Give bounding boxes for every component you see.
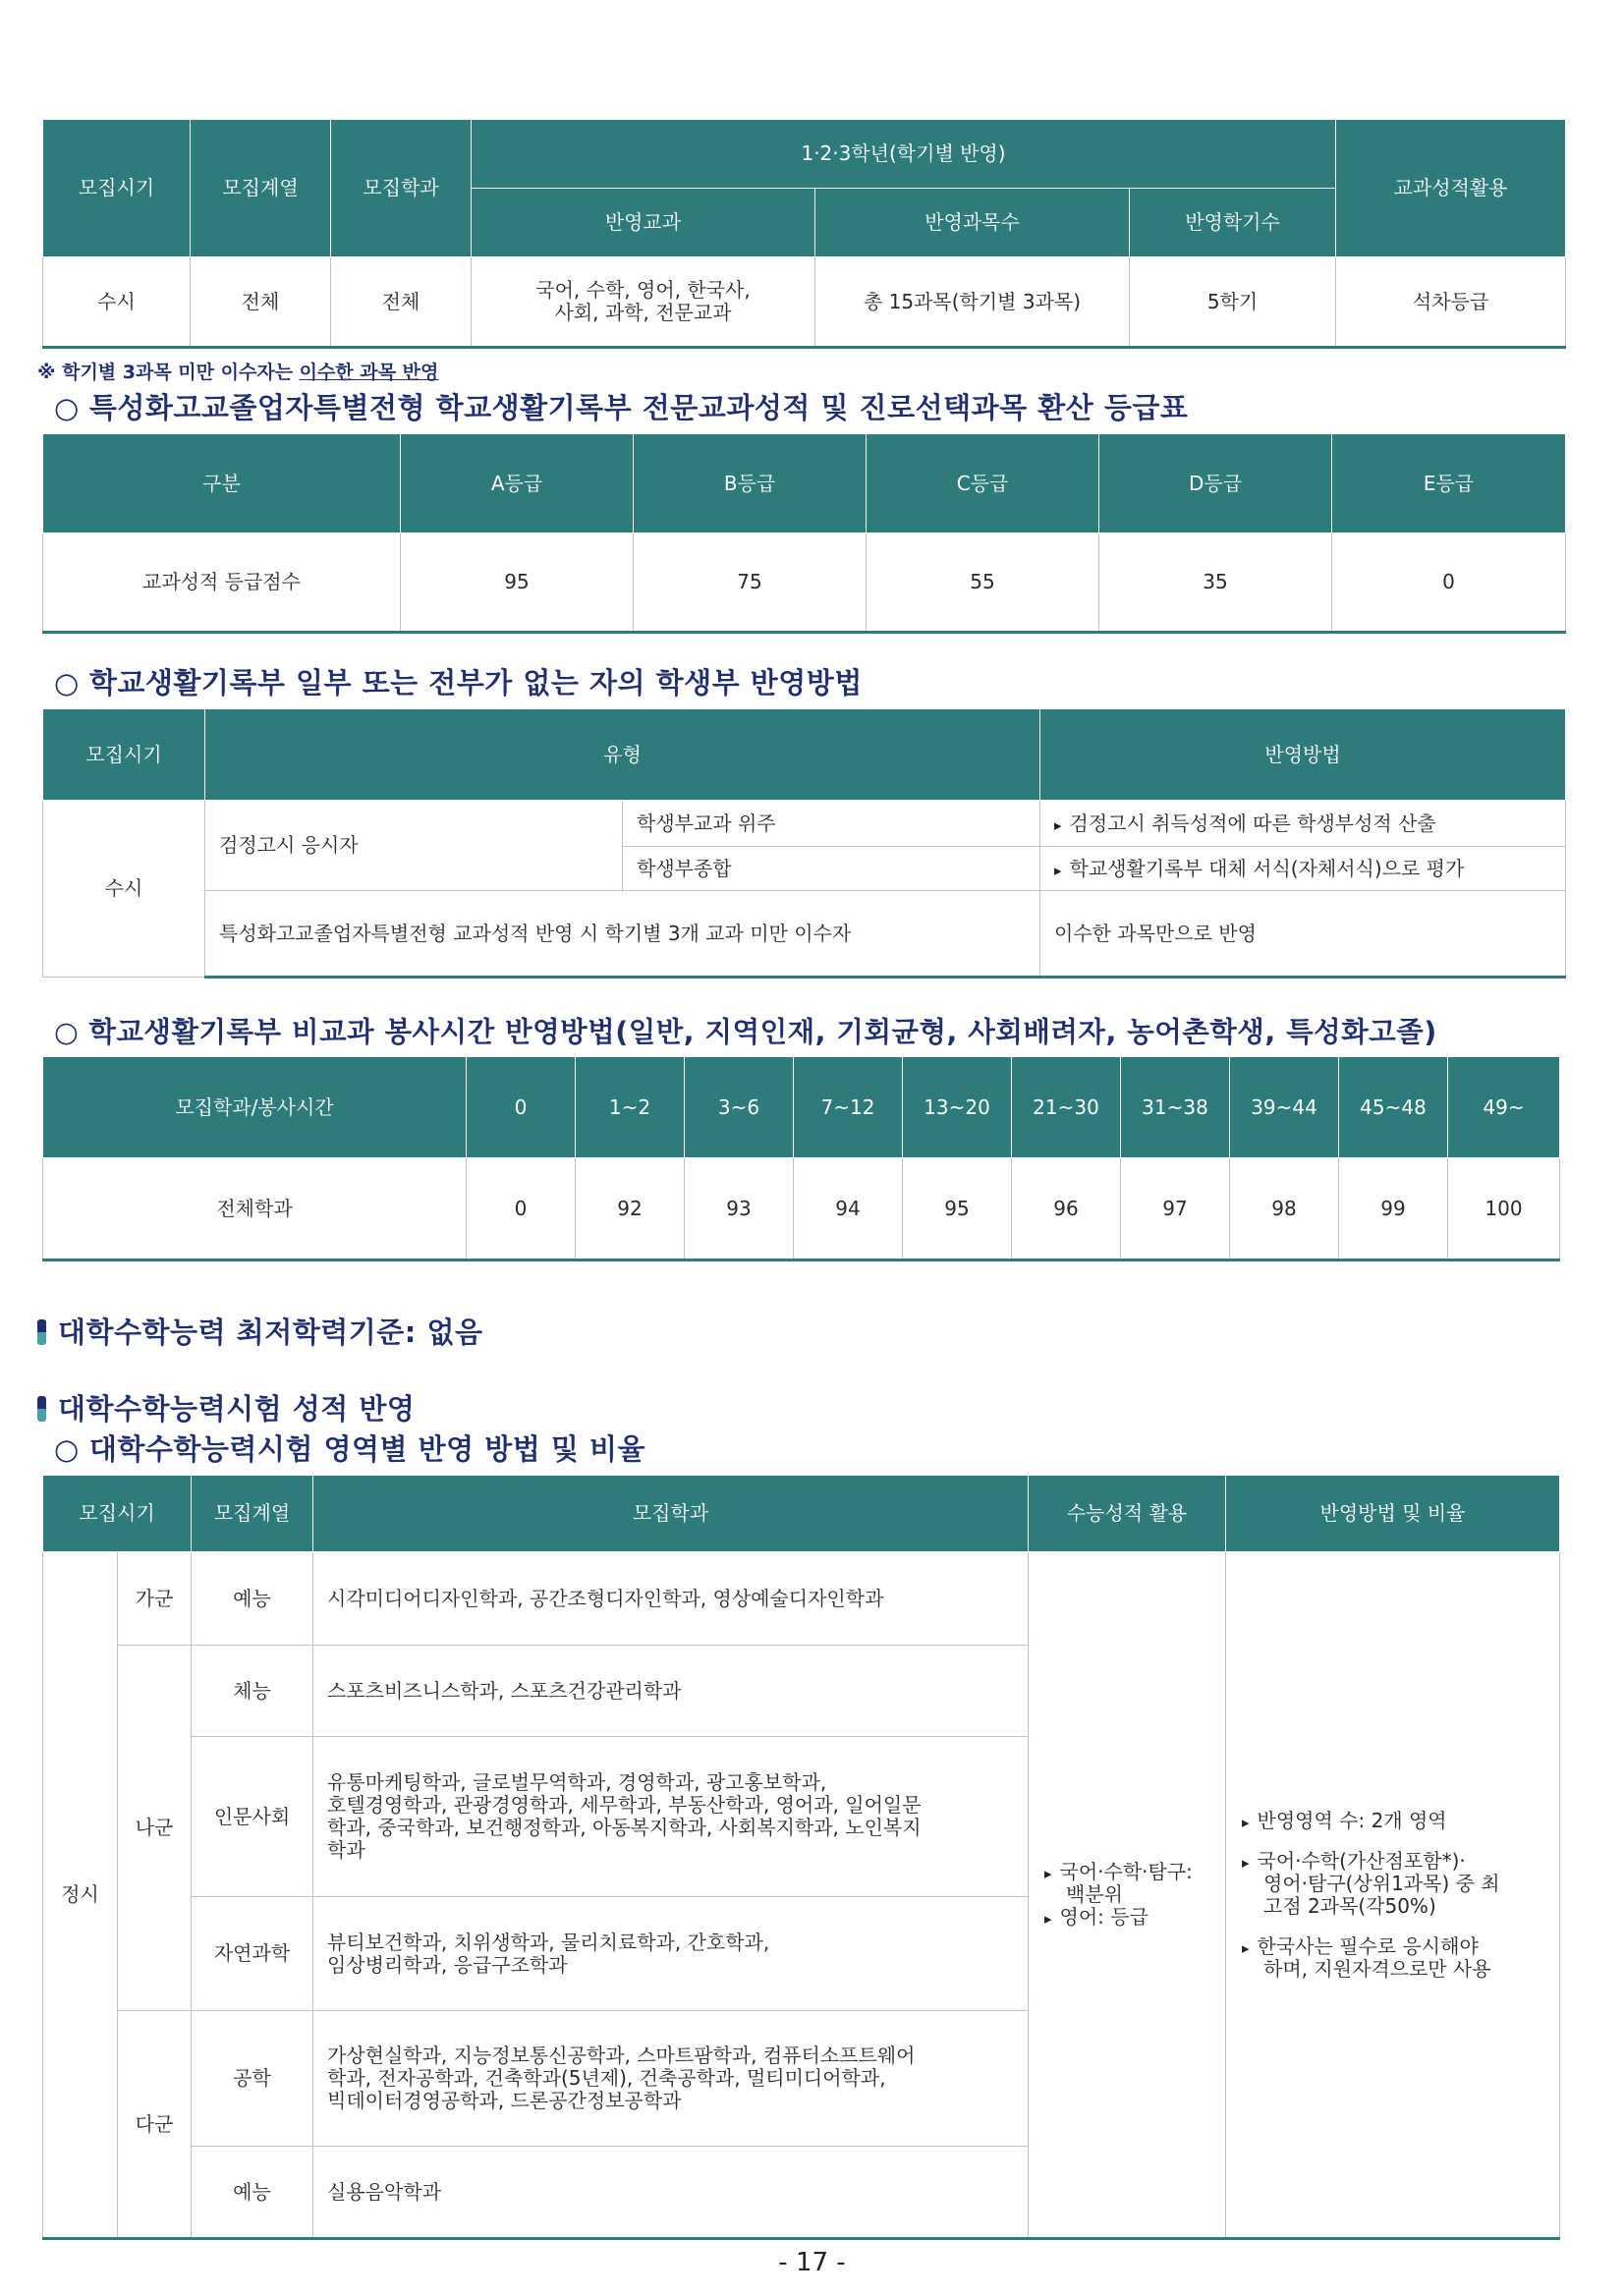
dept-line: 실용음악학과: [327, 2179, 441, 2204]
cell-semesters: 5학기: [1130, 257, 1336, 348]
method-line: 고점 2과목(각50%): [1263, 1893, 1436, 1918]
subjects-line: 국어, 수학, 영어, 한국사,: [535, 278, 751, 302]
cell-depts: [313, 1737, 1029, 1897]
table-cell: 35: [1099, 533, 1332, 633]
header-cell: 0: [467, 1057, 576, 1158]
cell-group-ga: 가군: [118, 1552, 192, 1646]
cell-period: 정시: [43, 1552, 118, 2239]
bar-icon: [37, 1396, 46, 1422]
dept-line: 임상병리학과, 응급구조학과: [327, 1952, 568, 1977]
table-cell: 교과성적 등급점수: [43, 533, 401, 633]
header-cell: B등급: [634, 434, 867, 533]
header-cell: 31~38: [1121, 1057, 1230, 1158]
table-cell: 전체학과: [43, 1158, 467, 1260]
cell-usage: [1029, 1552, 1226, 2239]
method-line: 영어·탐구(상위1과목) 중 최: [1263, 1871, 1500, 1895]
header-period: 모집시기: [43, 1476, 192, 1552]
header-method: 반영방법: [1040, 709, 1566, 801]
section-heading-volunteer: [54, 1010, 1437, 1050]
method-text: 국어·수학(가산점포함*)·: [1257, 1848, 1466, 1873]
heading-text: 대학수학능력 최저학력기준: 없음: [58, 1316, 483, 1349]
method-text: 한국사는 필수로 응시해야: [1257, 1933, 1479, 1958]
table-cell: 93: [685, 1158, 794, 1260]
table-cell: 55: [867, 533, 1099, 633]
usage-text: 국어·수학·탐구:: [1059, 1860, 1193, 1883]
header-cell: 구분: [43, 434, 401, 533]
usage-text: 영어: 등급: [1059, 1905, 1148, 1929]
note-prefix: ※ 학기별 3과목 미만 이수자는: [37, 362, 300, 383]
table-cell: 99: [1339, 1158, 1448, 1260]
cell-period: 수시: [43, 801, 205, 978]
bullet-icon: ▸: [1054, 815, 1062, 834]
subjects-line: 사회, 과학, 전문교과: [554, 301, 732, 324]
cell-series: 예능: [192, 2147, 313, 2239]
header-usage: 수능성적 활용: [1029, 1476, 1226, 1552]
header-dept: 모집학과: [331, 120, 472, 257]
cell-group: 검정고시 응시자: [205, 801, 623, 891]
header-cell: 7~12: [794, 1057, 903, 1158]
method-text: 검정고시 취득성적에 따른 학생부성적 산출: [1069, 811, 1436, 835]
section-title: 특성화고교졸업자특별전형 학교생활기록부 전문교과성적 및 진로선택과목 환산 등급표: [88, 391, 1189, 424]
header-cell: 3~6: [685, 1057, 794, 1158]
header-cell: E등급: [1332, 434, 1566, 533]
header-cell: C등급: [867, 434, 1099, 533]
heading-text: 대학수학능력시험 성적 반영: [58, 1392, 416, 1426]
cell-depts: [313, 1646, 1029, 1737]
page-number: - 17 -: [778, 2248, 846, 2277]
header-series: 모집계열: [191, 120, 331, 257]
header-subject-count: 반영과목수: [815, 189, 1130, 257]
section-heading-missing-record: [54, 661, 863, 701]
dept-line: 시각미디어디자인학과, 공간조형디자인학과, 영상예술디자인학과: [327, 1586, 884, 1610]
method-line: [1242, 1850, 1553, 1873]
cell-period: 수시: [43, 257, 191, 348]
header-cell: A등급: [401, 434, 634, 533]
header-period: 모집시기: [43, 120, 191, 257]
method-line: [1242, 1935, 1553, 1958]
dept-line: 빅데이터경영공학과, 드론공간정보공학과: [327, 2089, 682, 2112]
cell-group-na: 나군: [118, 1646, 192, 2011]
header-cell: 모집학과/봉사시간: [43, 1057, 467, 1158]
table-cell: 92: [576, 1158, 685, 1260]
bullet-icon: ▸: [1044, 1865, 1052, 1882]
header-dept: 모집학과: [313, 1476, 1029, 1552]
cell-depts: [313, 2147, 1029, 2239]
circle-icon: ○: [54, 1016, 80, 1048]
grade-conversion-table: [42, 433, 1566, 634]
header-method: 반영방법 및 비율: [1226, 1476, 1560, 1552]
table-cell: 96: [1012, 1158, 1121, 1260]
table-cell: 97: [1121, 1158, 1230, 1260]
method-text: 반영영역 수: 2개 영역: [1257, 1808, 1447, 1832]
dept-line: 뷰티보건학과, 치위생학과, 물리치료학과, 간호학과,: [327, 1930, 770, 1954]
section-title: 대학수학능력시험 영역별 반영 방법 및 비율: [88, 1432, 646, 1466]
table-cell: 100: [1448, 1158, 1560, 1260]
cell-group-da: 다군: [118, 2011, 192, 2239]
header-cell: 49~: [1448, 1057, 1560, 1158]
dept-line: 학과, 전자공학과, 건축학과(5년제), 건축공학과, 멀티미디어학과,: [327, 2066, 886, 2090]
cell-depts: [313, 2011, 1029, 2147]
table-cell: 94: [794, 1158, 903, 1260]
csat-table: [42, 1475, 1560, 2240]
table-cell: 98: [1230, 1158, 1339, 1260]
cell-series: 인문사회: [192, 1737, 313, 1897]
dept-line: 유통마케팅학과, 글로벌무역학과, 경영학과, 광고홍보학과,: [327, 1770, 827, 1794]
dept-line: 학과: [327, 1838, 365, 1862]
cell-series: 전체: [191, 257, 331, 348]
bullet-icon: ▸: [1242, 1813, 1250, 1831]
header-type: 유형: [205, 709, 1040, 801]
circle-icon: ○: [54, 666, 80, 700]
dept-line: 호텔경영학과, 관광경영학과, 세무학과, 부동산학과, 영어과, 일어일문: [327, 1793, 922, 1817]
circle-icon: ○: [54, 1432, 80, 1466]
table-cell: 0: [1332, 533, 1566, 633]
cell-depts: [313, 1897, 1029, 2011]
cell-series: 공학: [192, 2011, 313, 2147]
cell-method: [1040, 801, 1566, 847]
header-grade-group: 1·2·3학년(학기별 반영): [472, 120, 1336, 189]
table-cell: 95: [401, 533, 634, 633]
missing-record-table: [42, 708, 1566, 979]
section-heading-grade-conversion: [54, 386, 1188, 426]
header-period: 모집시기: [43, 709, 205, 801]
curriculum-table: [42, 119, 1566, 349]
cell-subjects: [472, 257, 815, 348]
header-cell: 13~20: [903, 1057, 1012, 1158]
header-cell: 39~44: [1230, 1057, 1339, 1158]
section-heading-csat-method: [54, 1428, 645, 1468]
cell-method: [1040, 847, 1566, 891]
usage-line: [1044, 1861, 1219, 1883]
cell-method: [1226, 1552, 1560, 2239]
method-text: 학교생활기록부 대체 서식(자체서식)으로 평가: [1069, 856, 1465, 880]
cell-series: 자연과학: [192, 1897, 313, 2011]
cell-group: 특성화고교졸업자특별전형 교과성적 반영 시 학기별 3개 교과 미만 이수자: [205, 891, 1040, 978]
cell-depts: [313, 1552, 1029, 1646]
cell-dept: 전체: [331, 257, 472, 348]
dept-line: 학과, 중국학과, 보건행정학과, 아동복지학과, 사회복지학과, 노인복지: [327, 1816, 922, 1839]
header-cell: 21~30: [1012, 1057, 1121, 1158]
header-cell: 45~48: [1339, 1057, 1448, 1158]
bullet-icon: ▸: [1044, 1910, 1052, 1928]
bar-icon: [37, 1319, 46, 1345]
usage-line: 백분위: [1066, 1882, 1123, 1906]
note-underlined: 이수한 과목 반영: [299, 362, 439, 383]
method-line: [1242, 1810, 1553, 1832]
header-series: 모집계열: [192, 1476, 313, 1552]
cell-subtype: 학생부교과 위주: [623, 801, 1040, 847]
cell-series: 예능: [192, 1552, 313, 1646]
table-cell: 95: [903, 1158, 1012, 1260]
bullet-icon: ▸: [1054, 861, 1062, 879]
dept-line: 스포츠비즈니스학과, 스포츠건강관리학과: [327, 1678, 682, 1703]
section-title: 학교생활기록부 일부 또는 전부가 없는 자의 학생부 반영방법: [88, 666, 863, 700]
cell-series: 체능: [192, 1646, 313, 1737]
heading-csat: [37, 1387, 415, 1428]
circle-icon: ○: [54, 391, 80, 424]
dept-line: 가상현실학과, 지능정보통신공학과, 스마트팜학과, 컴퓨터소프트웨어: [327, 2044, 916, 2067]
header-cell: 1~2: [576, 1057, 685, 1158]
bullet-icon: ▸: [1242, 1938, 1250, 1957]
cell-method: 이수한 과목만으로 반영: [1040, 891, 1566, 978]
cell-usage: 석차등급: [1336, 257, 1566, 348]
table-cell: 75: [634, 533, 867, 633]
cell-subtype: 학생부종합: [623, 847, 1040, 891]
header-semesters: 반영학기수: [1130, 189, 1336, 257]
method-line: 하며, 지원자격으로만 사용: [1263, 1956, 1491, 1981]
bullet-icon: ▸: [1242, 1853, 1250, 1872]
heading-csat-min: [37, 1311, 483, 1351]
cell-subject-count: 총 15과목(학기별 3과목): [815, 257, 1130, 348]
header-subjects: 반영교과: [472, 189, 815, 257]
volunteer-hours-table: [42, 1056, 1560, 1261]
section-title: 학교생활기록부 비교과 봉사시간 반영방법(일반, 지역인재, 기회균형, 사회배려자, 농어촌학생, 특성화고졸): [88, 1016, 1437, 1048]
header-cell: D등급: [1099, 434, 1332, 533]
note-semester: [37, 358, 438, 384]
header-usage: 교과성적활용: [1336, 120, 1566, 257]
usage-line: [1044, 1906, 1219, 1929]
table-cell: 0: [467, 1158, 576, 1260]
